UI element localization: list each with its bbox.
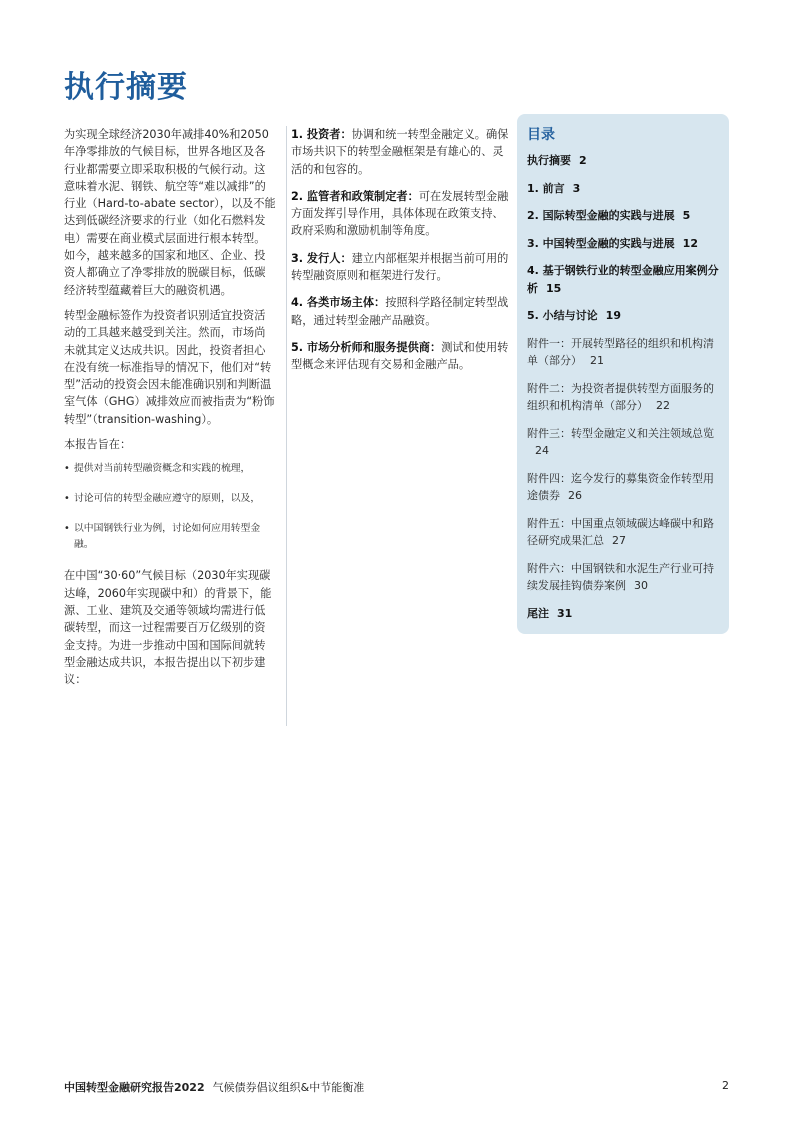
aims-list: [64, 461, 276, 553]
intro-paragraph: 为实现全球经济2030年减排40%和2050年净零排放的气候目标，世界各地区及各行业都需要立即采取积极的气候行动。这意味着水泥、钢铁、航空等“难以减排”的行业（Hard-to-abate sector），以及不能达到低碳经济要求的行业（如化石燃料发电）需要在商业模式层面进行根本转型。如今，越来越多的国家和地区、企业、投资人都确立了净零排放的脱碳目标，低碳经济转型蕴藏着巨大的融资机遇。: [64, 128, 276, 297]
toc-item-label: 尾注: [527, 606, 549, 620]
recommendation-label: 5. 市场分析师和服务提供商：: [291, 340, 442, 354]
list-item: • 讨论可信的转型金融应遵守的原则，以及，: [64, 491, 276, 507]
toc-item-page: 3: [572, 181, 581, 195]
toc-title: 目录: [527, 127, 555, 143]
toc-item-page: 27: [612, 534, 626, 547]
recommendation-regulators: [291, 188, 509, 240]
toc-item-endnotes[interactable]: [527, 605, 723, 623]
list-item: • 提供对当前转型融资概念和实践的梳理，: [64, 461, 276, 477]
left-column: [64, 126, 276, 696]
toc-item-appendix-1[interactable]: [527, 335, 723, 370]
toc-item-page: 12: [682, 236, 698, 250]
toc-item-page: 5: [682, 209, 691, 222]
toc-item-page: 31: [557, 606, 573, 620]
page-footer: [64, 1079, 364, 1095]
recommendation-text: 按照科学路径制定转型战略，通过转型金融产品融资。: [291, 296, 509, 327]
toc-item-appendix-2[interactable]: [527, 380, 723, 415]
toc-item-appendix-6[interactable]: [527, 560, 723, 595]
recommendations-column: [291, 126, 509, 384]
toc-item-appendix-4[interactable]: [527, 470, 723, 505]
toc-list: [527, 152, 723, 632]
report-aims-heading: 本报告旨在：: [64, 438, 132, 452]
table-of-contents: [517, 114, 729, 634]
toc-item-china-practice[interactable]: [527, 235, 723, 253]
toc-item-page: 21: [590, 354, 604, 367]
footer-organizations: 气候债券倡议组织&中节能衡准: [212, 1081, 365, 1094]
toc-item-label: 附件五：中国重点领域碳达峰碳中和路径研究成果汇总: [527, 516, 714, 547]
toc-item-label: 2. 国际转型金融的实践与进展: [527, 209, 675, 222]
recommendation-issuers: [291, 250, 509, 285]
recommendation-text: 建立内部框架并根据当前可用的转型融资原则和框架进行发行。: [291, 251, 509, 283]
page-title: 执行摘要: [64, 70, 188, 105]
column-divider: [286, 126, 287, 726]
toc-item-label: 1. 前言: [527, 181, 565, 195]
transition-label-paragraph: 转型金融标签作为投资者识别适宜投资活动的工具越来越受到关注。然而，市场尚未就其定义达成共识。因此，投资者担心在没有统一标准指导的情况下，他们对“转型”活动的投资会因未能准确识别和判断温室气体（GHG）减排效应而被指责为“粉饰转型”（transition-washing）。: [64, 308, 275, 426]
toc-item-label: 5. 小结与讨论: [527, 309, 598, 322]
toc-item-label: 附件一：开展转型路径的组织和机构清单（部分）: [527, 336, 714, 367]
recommendation-text: 测试和使用转型概念来评估现有交易和金融产品。: [291, 340, 509, 372]
toc-item-appendix-3[interactable]: [527, 425, 723, 460]
toc-item-label: 执行摘要: [527, 154, 571, 167]
toc-item-page: 26: [568, 489, 582, 502]
toc-item-steel-case-study[interactable]: [527, 262, 723, 297]
recommendation-label: 1. 投资者：: [291, 128, 352, 141]
toc-item-page: 19: [605, 309, 621, 322]
recommendation-label: 4. 各类市场主体：: [291, 296, 386, 310]
toc-item-label: 4. 基于钢铁行业的转型金融应用案例分析: [527, 264, 719, 295]
toc-item-label: 附件三：转型金融定义和关注领域总览: [527, 426, 714, 440]
recommendation-text: 可在发展转型金融方面发挥引导作用，具体体现在政策支持、政府采购和激励机制等角度。: [291, 189, 509, 238]
recommendation-label: 3. 发行人：: [291, 251, 352, 265]
recommendation-investors: [291, 126, 509, 178]
recommendation-analysts: [291, 339, 509, 374]
toc-item-page: 2: [579, 154, 587, 167]
toc-item-appendix-5[interactable]: [527, 515, 723, 550]
toc-item-page: 15: [546, 281, 562, 295]
toc-item-conclusion[interactable]: [527, 307, 723, 325]
recommendation-label: 2. 监管者和政策制定者：: [291, 189, 419, 203]
page-number: 2: [722, 1079, 729, 1092]
toc-item-label: 附件四：迄今发行的募集资金作转型用途债券: [527, 471, 714, 502]
toc-item-label: 附件六：中国钢铁和水泥生产行业可持续发展挂钩债券案例: [527, 561, 714, 592]
toc-item-label: 3. 中国转型金融的实践与进展: [527, 236, 675, 250]
toc-item-page: 22: [656, 399, 670, 412]
toc-item-page: 30: [634, 579, 648, 592]
toc-item-label: 附件二：为投资者提供转型方面服务的组织和机构清单（部分）: [527, 381, 714, 412]
toc-item-page: 24: [535, 444, 549, 457]
toc-item-international-practice[interactable]: [527, 207, 723, 225]
recommendation-market-entities: [291, 294, 509, 329]
toc-item-executive-summary[interactable]: [527, 152, 723, 170]
toc-item-preface[interactable]: [527, 180, 723, 198]
list-item: • 以中国钢铁行业为例，讨论如何应用转型金融。: [64, 521, 276, 553]
recommendation-text: 协调和统一转型金融定义。确保市场共识下的转型金融框架是有雄心的、灵活的和包容的。: [291, 128, 509, 176]
china-context-paragraph: 在中国“30·60”气候目标（2030年实现碳达峰，2060年实现碳中和）的背景下，能源、工业、建筑及交通等领域均需进行低碳转型，而这一过程需要百万亿级别的资金支持。为进一步推动中国和国际间就转型金融达成共识，本报告提出以下初步建议：: [64, 569, 272, 687]
footer-report-title: 中国转型金融研究报告2022: [64, 1081, 205, 1094]
